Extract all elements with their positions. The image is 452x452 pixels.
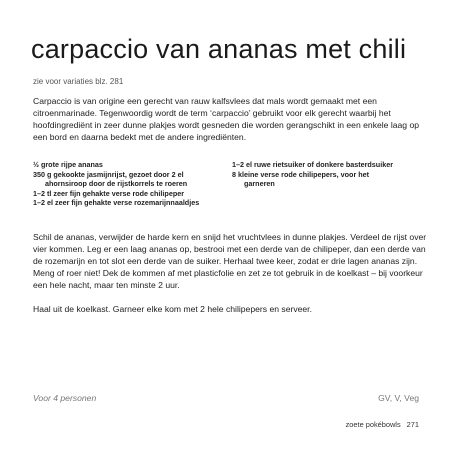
servings-label: Voor 4 personen: [33, 393, 97, 403]
page-number: 271: [406, 420, 419, 429]
ingredient-item: 1–2 tl zeer fijn gehakte verse rode chilipeper: [33, 188, 185, 198]
page-footer: [340, 420, 419, 429]
intro-paragraph: Carpaccio is van origine een gerecht van rauw kalfsvlees dat mals wordt gemaakt met een citroenmarinade. Tegenwoordig wordt de term ‘carpaccio’ gebruikt voor elk gerecht waarbij het hoofdingrediënt in zeer dunne plakjes wordt gesneden die worden gerangschikt in een enkele laag op een bord en daarna bedekt met de andere ingrediënten.: [33, 96, 420, 142]
diet-tags: GV, V, Veg: [378, 393, 419, 403]
ingredient-item: 350 g gekookte jasmijnrijst, gezoet door 2 el: [33, 169, 184, 179]
ingredient-item-continued: garneren: [244, 179, 275, 188]
ingredient-item: 1–2 el ruwe rietsuiker of donkere basterdsuiker: [232, 160, 393, 169]
ingredient-item: 1–2 el zeer fijn gehakte verse rozemarijnnaaldjes: [33, 198, 200, 207]
ingredient-item: 8 kleine verse rode chilipepers, voor het: [232, 169, 370, 179]
ingredients-left-column: [33, 160, 228, 208]
footer-section-name: zoete pokébowls: [345, 420, 401, 429]
method-paragraph: Schil de ananas, verwijder de harde kern en snijd het vruchtvlees in dunne plakjes. Verdeel de rijst over vier kommen. Leg er een laag ananas op, bestrooi met een derde van de chilipeper, dan een derde van de rozemarijn en tot slot een derde van de suiker. Herhaal twee keer, zodat er drie lagen ananas zijn. Meng of roer niet! Dek de kommen af met plasticfolie en zet ze tot gebruik in de koelkast – bij voorkeur een hele nacht, maar ten minste 2 uur.: [33, 232, 427, 290]
method-section: [33, 231, 433, 327]
recipe-title: carpaccio van ananas met chili: [31, 34, 407, 64]
variations-note: zie voor variaties blz. 281: [33, 77, 124, 86]
ingredients-right-column: [232, 160, 432, 189]
ingredient-item: ½ grote rijpe ananas: [33, 160, 103, 169]
method-paragraph: Haal uit de koelkast. Garneer elke kom met 2 hele chilipepers en serveer.: [33, 304, 312, 314]
ingredient-item-continued: ahornsiroop door de rijstkorrels te roeren: [45, 179, 188, 188]
